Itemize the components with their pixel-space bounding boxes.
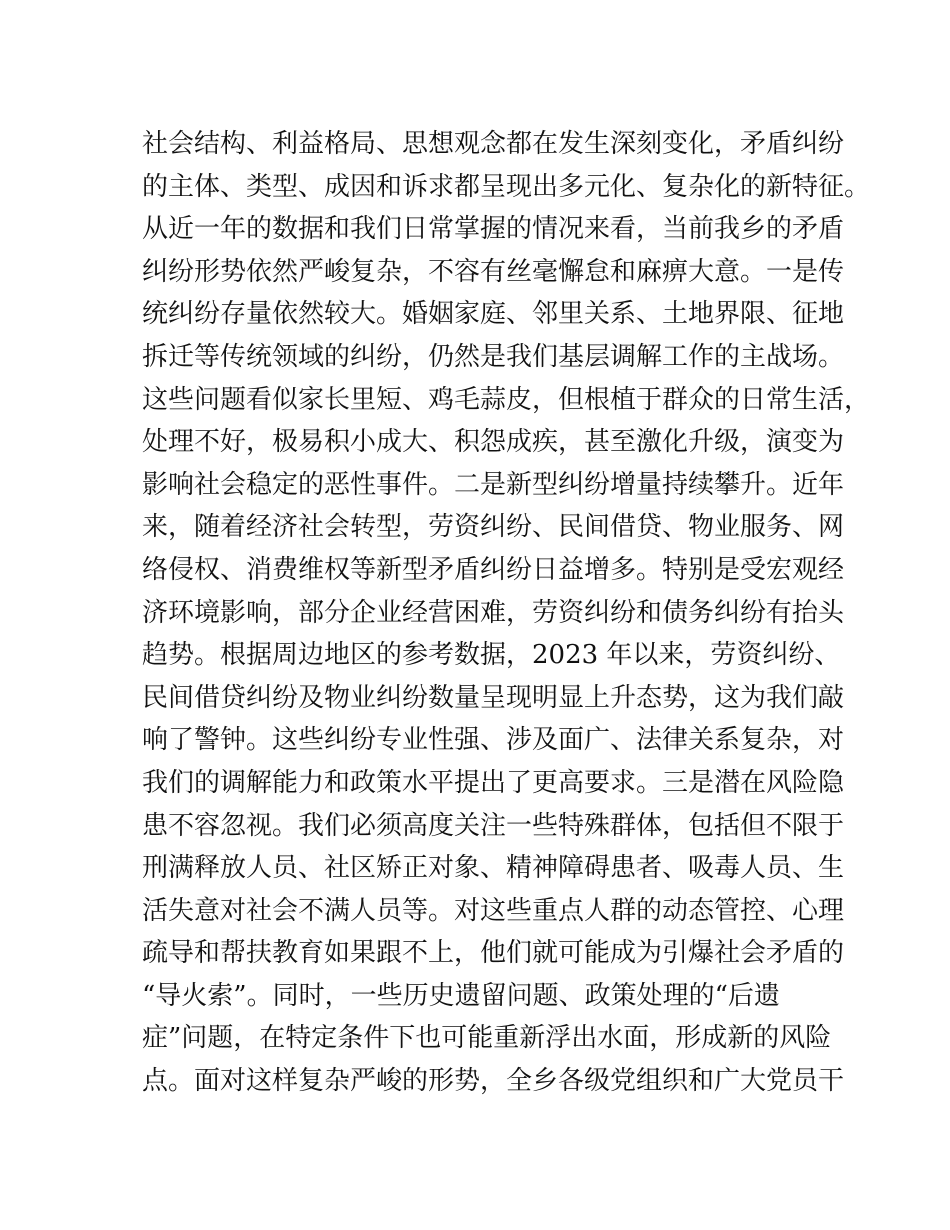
text-line-10: 来，随着经济社会转型，劳资纠纷、民间借贷、物业服务、网	[142, 512, 845, 543]
text-line-9: 影响社会稳定的恶性事件。二是新型纠纷增量持续攀升。近年	[142, 469, 845, 500]
text-line-11: 络侵权、消费维权等新型矛盾纠纷日益增多。特别是受宏观经	[142, 554, 845, 585]
text-line-3: 从近一年的数据和我们日常掌握的情况来看，当前我乡的矛盾	[142, 214, 845, 245]
text-line-8: 处理不好，极易积小成大、积怨成疾，甚至激化升级，演变为	[142, 427, 845, 458]
text-line-22: 症”问题，在特定条件下也可能重新浮出水面，形成新的风险	[142, 1023, 832, 1054]
text-line-21: “导火索”。同时，一些历史遗留问题、政策处理的“后遗	[142, 980, 780, 1011]
text-line-2: 的主体、类型、成因和诉求都呈现出多元化、复杂化的新特征。	[142, 171, 871, 202]
text-line-12: 济环境影响，部分企业经营困难，劳资纠纷和债务纠纷有抬头	[142, 597, 845, 628]
text-line-4: 纠纷形势依然严峻复杂，不容有丝毫懈怠和麻痹大意。一是传	[142, 256, 845, 287]
text-line-6: 拆迁等传统领域的纠纷，仍然是我们基层调解工作的主战场。	[142, 341, 845, 372]
text-line-18: 刑满释放人员、社区矫正对象、精神障碍患者、吸毒人员、生	[142, 853, 845, 884]
body-paragraph	[142, 123, 871, 1103]
text-line-15: 响了警钟。这些纠纷专业性强、涉及面广、法律关系复杂，对	[142, 725, 845, 756]
text-line-23: 点。面对这样复杂严峻的形势，全乡各级党组织和广大党员干	[142, 1066, 845, 1097]
text-line-13: 趋势。根据周边地区的参考数据，2023 年以来，劳资纠纷、	[142, 640, 841, 671]
text-line-1: 社会结构、利益格局、思想观念都在发生深刻变化，矛盾纠纷	[142, 129, 845, 159]
text-line-16: 我们的调解能力和政策水平提出了更高要求。三是潜在风险隐	[142, 767, 845, 798]
text-line-14: 民间借贷纠纷及物业纠纷数量呈现明显上升态势，这为我们敲	[142, 682, 845, 713]
text-line-20: 疏导和帮扶教育如果跟不上，他们就可能成为引爆社会矛盾的	[142, 938, 845, 969]
text-line-17: 患不容忽视。我们必须高度关注一些特殊群体，包括但不限于	[142, 810, 845, 841]
text-line-7: 这些问题看似家长里短、鸡毛蒜皮，但根植于群众的日常生活，	[142, 384, 871, 415]
text-line-5: 统纠纷存量依然较大。婚姻家庭、邻里关系、土地界限、征地	[142, 299, 845, 330]
text-line-19: 活失意对社会不满人员等。对这些重点人群的动态管控、心理	[142, 895, 845, 926]
